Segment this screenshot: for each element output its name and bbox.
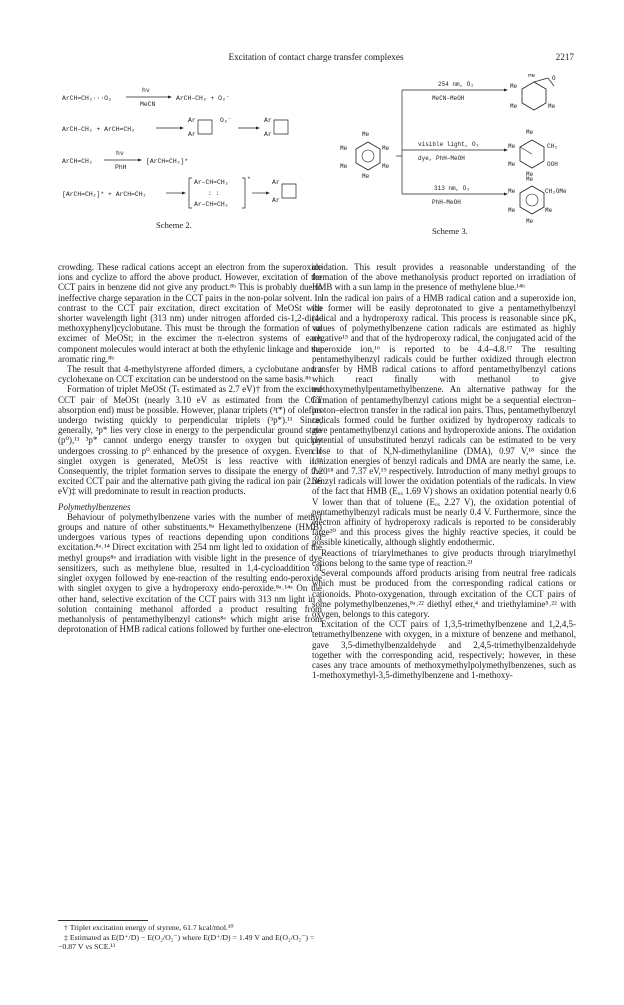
svg-text:Me: Me [340, 145, 348, 152]
product-1-structure [510, 74, 556, 110]
paragraph: Several compounds afford products arising from neutral free radicals which must be produced from the corresponding radical cations or cationoids. Photo-oxygenation, through excitation of the CCT pairs of some polymethylbenzenes,⁸ᵃ˒²² diethyl ether,⁴ and triethylamine⁵˒²² with oxygen, belongs to this category. [312, 568, 576, 619]
paragraph: oxidation. This result provides a reasonable understanding of the formation of the above methanolysis product reported on irradiation of HMB with a sun lamp in the presence of methylene blue.¹⁴ᵇ [312, 262, 576, 293]
product-2-structure [508, 129, 558, 178]
svg-text:Me: Me [362, 173, 370, 180]
scheme2-row3-right: [ArCH=CH₂]* [146, 158, 189, 165]
footnotes [58, 920, 322, 952]
scheme-2-caption: Scheme 2. [156, 220, 192, 230]
cyclobutane-ring-icon [198, 120, 212, 134]
section-heading: Polymethylbenzenes [58, 501, 131, 512]
svg-text:Me: Me [545, 207, 553, 214]
scheme2-row3-left: ArCH=CH₂ [62, 158, 93, 165]
hexamethylbenzene-structure [340, 131, 390, 180]
scheme-2 [60, 78, 320, 228]
paragraph: Formation of triplet MeOSt (Tₜ estimated as 2.7 eV)† from the excited CCT pair of MeOSt (nearly 3.10 eV as estimated from the CCT absorption end) must be possible. However, planar triplets (³t*) of olefins undergo twisting quickly to perpendicular triplets (³p*).¹¹ Since, generally, ³p* lies very close in energy to the perpendicular ground state (p⁰),¹¹ ³p* cannot undergo energy transfer to oxygen but quickly undergoes crossing to p⁰ enhanced by the presence of oxygen. Even if singlet oxygen is generated, MeOSt is less reactive with it.¹² Consequently, the triplet formation serves to dissipate the energy of the excited CCT pair and the alternative path giving the radical ion pair (2.36 eV)‡ will predominate to result in reaction products. [58, 384, 322, 497]
svg-text:Me: Me [548, 103, 556, 110]
scheme2-superoxide: O₂⁻ [220, 117, 232, 124]
product-3-structure [508, 176, 567, 225]
footnote: † Triplet excitation energy of styrene, 61.7 kcal/mol.¹⁰ [64, 923, 234, 932]
scheme2-ar-label: Ar [272, 179, 280, 186]
scheme2-row3-cond-top: hν [116, 150, 124, 157]
svg-text:Me: Me [362, 131, 370, 138]
route3-cond-top: 313 nm, O₂ [434, 185, 471, 192]
scheme2-ar-label: Ar [264, 117, 272, 124]
svg-text:Me: Me [526, 176, 534, 183]
svg-text:Me: Me [382, 145, 390, 152]
route3-cond-bot: PhH–MeOH [432, 199, 461, 206]
svg-text:CH₂: CH₂ [547, 143, 558, 150]
scheme2-excimer-top: Ar–CH=CH₂ [194, 179, 229, 186]
route2-cond-bot: dye, PhH–MeOH [418, 155, 465, 162]
scheme2-excimer-dots: : : [208, 190, 220, 197]
svg-text:Me: Me [510, 103, 518, 110]
scheme2-row1-right: ArCH–CH₂ + O₂⁻ [176, 95, 230, 102]
scheme2-row3-cond-bot: PhH [115, 164, 127, 171]
svg-text:Me: Me [508, 161, 516, 168]
scheme2-excimer-bot: Ar–CH=CH₂ [194, 201, 229, 208]
paragraph: crowding. These radical cations accept an electron from the superoxide ions and cyclize to afford the above product. However, excitation of the CCT pairs in benzene did not give any product.⁸ᵇ This is probably due to ineffective charge separation in the CCT pairs in the non-polar solvent. In contrast to the CCT pair excitation, direct excitation of MeOSt with shorter wavelength light (313 nm) under nitrogen afforded cis-1,2-di(4-methoxyphenyl)cyclobutane. This must be through the formation of an excimer of MeOSt; in the excimer the π-electron systems of each component molecules would interact at both the ethylenic linkage and the aromatic ring.⁸ᵇ [58, 262, 322, 364]
running-title: Excitation of contact charge transfer complexes [228, 52, 404, 62]
svg-text:Me: Me [508, 143, 516, 150]
svg-text:Me: Me [508, 188, 516, 195]
scheme2-row4-left: [ArCH=CH₂]* + ArCH=CH₂ [62, 191, 147, 198]
page-number: 2217 [555, 52, 574, 62]
svg-text:Me: Me [526, 171, 534, 178]
scheme-3 [326, 74, 578, 230]
left-column [58, 262, 322, 634]
scheme2-row1-cond-bot: MeCN [140, 101, 156, 108]
svg-text:Me: Me [508, 207, 516, 214]
svg-text:Me: Me [340, 163, 348, 170]
paragraph: Reactions of triarylmethanes to give products through triarylmethyl cations belong to the same type of reaction.²¹ [312, 547, 576, 568]
svg-text:Me: Me [382, 163, 390, 170]
svg-text:Me: Me [526, 129, 534, 136]
footnote: ‡ Estimated as E(D⁺/D) − E(O₂/O₂⁻) where E(D⁺/D) = 1.49 V and E(O₂/O₂⁻) = −0.87 V vs SCE.¹³ [58, 932, 315, 952]
paragraph: Excitation of the CCT pairs of 1,3,5-trimethylbenzene and 1,2,4,5-tetramethylbenzene with oxygen, in a mixture of benzene and methanol, gave 3,5-dimethylbenzaldehyde and 2,4,5-trimethylbenzaldehyde together with the corresponding acid, respectively; however, in these cases any trace amounts of methoxymethylpolymethylbenzenes, such as 1-methoxymethyl-3,5-dimethylbenzene and 1-methoxy- [312, 619, 576, 681]
running-header [58, 52, 574, 66]
svg-text:O: O [552, 75, 556, 82]
scheme2-row1-left: ArCH=CH₂···O₂ [62, 95, 112, 102]
cyclobutane-ring-icon [274, 120, 288, 134]
scheme2-row1-cond-top: hν [142, 87, 150, 94]
scheme2-ar-label: Ar [272, 197, 280, 204]
scheme2-ar-label: Ar [188, 117, 196, 124]
scheme2-excimer-star: * [247, 176, 251, 183]
scheme2-ar-label: Ar [188, 131, 196, 138]
route2-cond-top: visible light, O₂ [418, 141, 480, 148]
route1-cond-bot: MeCN–MeOH [432, 95, 465, 102]
right-column [312, 262, 576, 680]
svg-text:CH₂OMe: CH₂OMe [545, 188, 567, 195]
svg-text:Me: Me [526, 218, 534, 225]
scheme-3-caption: Scheme 3. [432, 226, 468, 236]
paragraph: The result that 4-methylstyrene afforded dimers, a cyclobutane and a cyclohexane on CCT excitation can be understood on the same basis.⁸ᵇ [58, 364, 322, 385]
route1-cond-top: 254 nm, O₂ [438, 81, 475, 88]
svg-text:OOH: OOH [547, 161, 558, 168]
footnote-rule [58, 920, 148, 921]
cyclobutane-ring-icon [282, 184, 296, 198]
paragraph: Behaviour of polymethylbenzene varies with the number of methyl groups and nature of other substituents.⁸ᵃ Hexamethylbenzene (HMB) undergoes various types of reactions depending upon conditions of excitation.⁸ᵃ˒¹⁴ Direct excitation with 254 nm light led to oxidation of the methyl groups⁸ᵃ and irradiation with visible light in the presence of dye sensitizers, such as methylene blue, resulted in 1,4-cycloaddition of singlet oxygen followed by ene-reaction of the resulting endo-peroxide with singlet oxygen to give a hydroperoxy endo-peroxide.⁸ᵃ˒¹⁴ᵃ On the other hand, selective excitation of the CCT pairs with 313 nm light in a solution containing methanol afforded a product resulting from methanolysis of pentamethylbenzyl cations⁸ᵃ which might arise from deprotonation of HMB radical cations followed by further one-electron [58, 511, 322, 635]
scheme2-row2-left: ArCH–CH₂ + ArCH=CH₂ [62, 126, 135, 133]
svg-text:Me: Me [528, 74, 536, 79]
paragraph: In the radical ion pairs of a HMB radical cation and a superoxide ion, the former will be easily deprotonated to give a pentamethylbenzyl radical and a hydroperoxy radical. This process is reasonable since pKₐ values of polymethylbenzene cation radicals are estimated as highly negative¹⁵ and that of the hydroperoxy radical, the conjugated acid of the superoxide ion,¹⁶ is reported to be 4.4–4.8.¹⁷ The resulting pentamethylbenzyl radicals could be further oxidized through electron transfer by HMB radical cations to afford pentamethylbenzyl cations which react finally with methanol to give methoxymethylpentamethylbenzene. An alternative pathway for the formation of pentamethylbenzyl cations might be a sequential electron–proton–electron transfer in the radical ion pairs. Thus, pentamethylbenzyl radicals formed could be further oxidized by hydroperoxy radicals to give pentamethylbenzyl cations and hydroperoxide anions. The oxidation potential of unsubstituted benzyl radicals can be estimated to be very close to that of N,N-dimethylaniline (DMA), 0.97 V,¹⁸ since the ionization energies of benzyl radicals and DMA are nearly the same, i.e. 7.20¹⁸ and 7.37 eV,¹⁹ respectively. Introduction of many methyl groups to benzyl radicals will lower the oxidation potentials of the radicals. In view of the fact that HMB (Eₒₓ 1.69 V) shows an oxidation potential nearly 0.6 V lower than that of toluene (Eₒₓ 2.27 V), the oxidation potential of pentamethylbenzyl radicals must be nearly 0.4 V. Furthermore, since the electron affinity of hydroperoxy radicals is reported to be considerably large²⁰ and this process gives the highly reactive species, it could be possible kinetically, although slightly endothermic. [312, 292, 576, 548]
svg-text:Me: Me [510, 83, 518, 90]
scheme2-ar-label: Ar [264, 131, 272, 138]
